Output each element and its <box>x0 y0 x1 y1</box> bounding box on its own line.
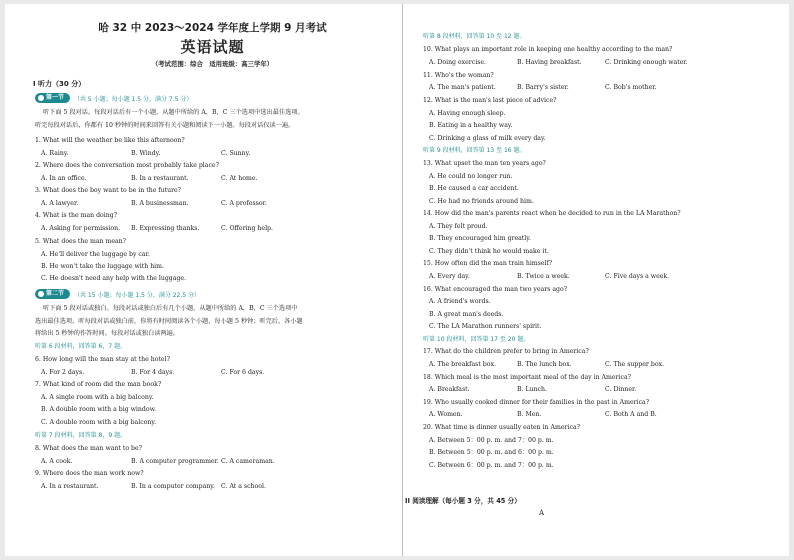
question-6: 6. How long will the man stay at the hotel? <box>35 356 170 363</box>
option: B. He caused a car accident. <box>429 185 519 192</box>
option: B. Twice a week. <box>517 273 570 280</box>
part1-heading: I 听力（30 分） <box>33 80 86 88</box>
option: A. For 2 days. <box>41 369 85 376</box>
section1-pill <box>35 93 70 103</box>
option: C. The LA Marathon runners' spirit. <box>429 323 542 330</box>
question-8: 8. What does the man want to be? <box>35 445 142 452</box>
option: C. A cameraman. <box>221 458 275 465</box>
section-dot-icon <box>38 291 44 297</box>
option: B. Having breakfast. <box>517 59 582 66</box>
option: B. A double room with a big window. <box>41 406 157 413</box>
option: B. For 4 days. <box>131 369 175 376</box>
question-17: 17. What do the children prefer to bring in America? <box>423 348 589 355</box>
question-2: 2. Where does the conversation most probably take place? <box>35 162 219 169</box>
option: B. Between 5：00 p. m. and 6：00 p. m. <box>429 449 554 456</box>
option: A. A friend's words. <box>429 298 491 305</box>
question-20: 20. What time is dinner usually eaten in America? <box>423 424 580 431</box>
option: A. Women. <box>429 411 463 418</box>
option: C. The supper box. <box>605 361 664 368</box>
option: B. Lunch. <box>517 386 547 393</box>
option: B. A great man's deeds. <box>429 311 504 318</box>
option: B. He won't take the luggage with him. <box>41 263 164 270</box>
section2-directions-2: 选出最佳选项。听每段对话或独白前，你将有时间阅读各个小题，每小题 5 秒钟；听完后，各小题 <box>35 318 303 325</box>
column-divider <box>402 4 403 556</box>
question-7: 7. What kind of room did the man book? <box>35 381 162 388</box>
option: A. Every day. <box>429 273 470 280</box>
option: C. Offering help. <box>221 225 273 232</box>
option: B. A businessman. <box>131 200 189 207</box>
option: B. Windy. <box>131 150 161 157</box>
section1-directions-1: 听下面 5 段对话。每段对话后有一个小题，从题中所给的 A，B，C 三个选项中选出最佳选项。 <box>43 109 304 116</box>
option: A. They felt proud. <box>429 223 488 230</box>
section2-info: （共 15 小题；每小题 1.5 分，满分 22.5 分） <box>74 291 200 299</box>
section2-label: 第二节 <box>46 290 65 297</box>
part2-heading: II 阅读理解（每小题 3 分，共 45 分） <box>405 497 521 505</box>
option: A. Having enough sleep. <box>429 110 506 117</box>
option: A. In an office. <box>41 175 87 182</box>
question-9: 9. Where does the man work now? <box>35 470 144 477</box>
question-19: 19. Who usually cooked dinner for their families in the past in America? <box>423 399 650 406</box>
option: B. Eating in a healthy way. <box>429 122 513 129</box>
option: A. A lawyer. <box>41 200 79 207</box>
option: C. At a school. <box>221 483 266 490</box>
option: C. Drinking enough water. <box>605 59 688 66</box>
option: A. Rainy. <box>41 150 69 157</box>
section2-directions-1: 听下面 5 段对话或独白。每段对话或独白后有几个小题，从题中所给的 A，B，C 三个选项中 <box>43 305 298 312</box>
question-4: 4. What is the man doing? <box>35 212 118 219</box>
option: A. Between 5：00 p. m. and 7：00 p. m. <box>429 437 554 444</box>
option: B. In a restaurant. <box>131 175 189 182</box>
exam-scope: （考试范围：综合 适用班级：高三学年） <box>151 60 274 68</box>
option: A. He could no longer run. <box>429 173 513 180</box>
material-note-8: 听第 8 段材料，回答第 10 至 12 题。 <box>423 33 526 40</box>
option: C. A double room with a big balcony. <box>41 419 157 426</box>
section1-label: 第一节 <box>46 94 65 101</box>
section2-badge <box>35 289 200 299</box>
option: A. He'll deliver the luggage by car. <box>41 251 150 258</box>
option: A. The breakfast box. <box>429 361 496 368</box>
option: A. In a restaurant. <box>41 483 99 490</box>
material-note-10: 听第 10 段材料，回答第 17 至 20 题。 <box>423 336 530 343</box>
reading-section-letter: A <box>539 509 545 517</box>
option: A. A single room with a big balcony. <box>41 394 154 401</box>
material-note-9: 听第 9 段材料，回答第 13 至 16 题。 <box>423 147 526 154</box>
option: C. A professor. <box>221 200 267 207</box>
section1-badge <box>35 93 192 103</box>
option: C. He had no friends around him. <box>429 198 534 205</box>
option: B. Expressing thanks. <box>131 225 200 232</box>
option: C. They didn't think he would make it. <box>429 248 549 255</box>
question-1: 1. What will the weather be like this afternoon? <box>35 137 185 144</box>
section1-info: （共 5 小题；每小题 1.5 分，满分 7.5 分） <box>74 95 193 103</box>
option: C. Both A and B. <box>605 411 657 418</box>
question-11: 11. Who's the woman? <box>423 72 494 79</box>
question-13: 13. What upset the man ten years ago? <box>423 160 546 167</box>
option: B. A computer programmer. <box>131 458 219 465</box>
option: C. Between 6：00 p. m. and 7：00 p. m. <box>429 462 554 469</box>
question-5: 5. What does the man mean? <box>35 238 126 245</box>
option: A. The man's patient. <box>429 84 496 91</box>
section2-directions-3: 将给出 5 秒钟的作答时间。每段对话或独白读两遍。 <box>35 330 179 337</box>
option: C. Five days a week. <box>605 273 670 280</box>
option: C. Bob's mother. <box>605 84 657 91</box>
option: B. Barry's sister. <box>517 84 569 91</box>
question-3: 3. What does the boy want to be in the future? <box>35 187 182 194</box>
option: B. In a computer company. <box>131 483 215 490</box>
question-14: 14. How did the man's parents react when he decided to run in the LA Marathon? <box>423 210 681 217</box>
option: C. At home. <box>221 175 258 182</box>
option: A. A cook. <box>41 458 73 465</box>
question-10: 10. What plays an important role in keeping one healthy according to the man? <box>423 46 673 53</box>
option: B. The lunch box. <box>517 361 572 368</box>
option: A. Breakfast. <box>429 386 470 393</box>
option: C. For 6 days. <box>221 369 265 376</box>
exam-page <box>5 4 789 556</box>
option: A. Asking for permission. <box>41 225 121 232</box>
section1-directions-2: 听完每段对话后，你都有 10 秒钟的时间来回答有关小题和阅读下一小题。每段对话仅读一遍。 <box>35 122 295 129</box>
option: C. He doesn't need any help with the luggage. <box>41 275 187 282</box>
option: B. They encouraged him greatly. <box>429 235 531 242</box>
option: C. Sunny. <box>221 150 251 157</box>
material-note-6: 听第 6 段材料，回答第 6，7 题。 <box>35 343 127 350</box>
option: A. Doing exercise. <box>429 59 486 66</box>
option: B. Men. <box>517 411 542 418</box>
question-18: 18. Which meal is the most important meal of the day in America? <box>423 374 631 381</box>
option: C. Drinking a glass of milk every day. <box>429 135 546 142</box>
question-15: 15. How often did the man train himself? <box>423 260 553 267</box>
section-dot-icon <box>38 95 44 101</box>
exam-school-title: 哈 32 中 2023～2024 学年度上学期 9 月考试 <box>98 22 327 34</box>
exam-subject-title: 英语试题 <box>180 38 245 56</box>
section2-pill <box>35 289 70 299</box>
question-16: 16. What encouraged the man two years ago? <box>423 286 568 293</box>
material-note-7: 听第 7 段材料，回答第 8，9 题。 <box>35 432 127 439</box>
question-12: 12. What is the man's last piece of advice? <box>423 97 557 104</box>
option: C. Dinner. <box>605 386 637 393</box>
